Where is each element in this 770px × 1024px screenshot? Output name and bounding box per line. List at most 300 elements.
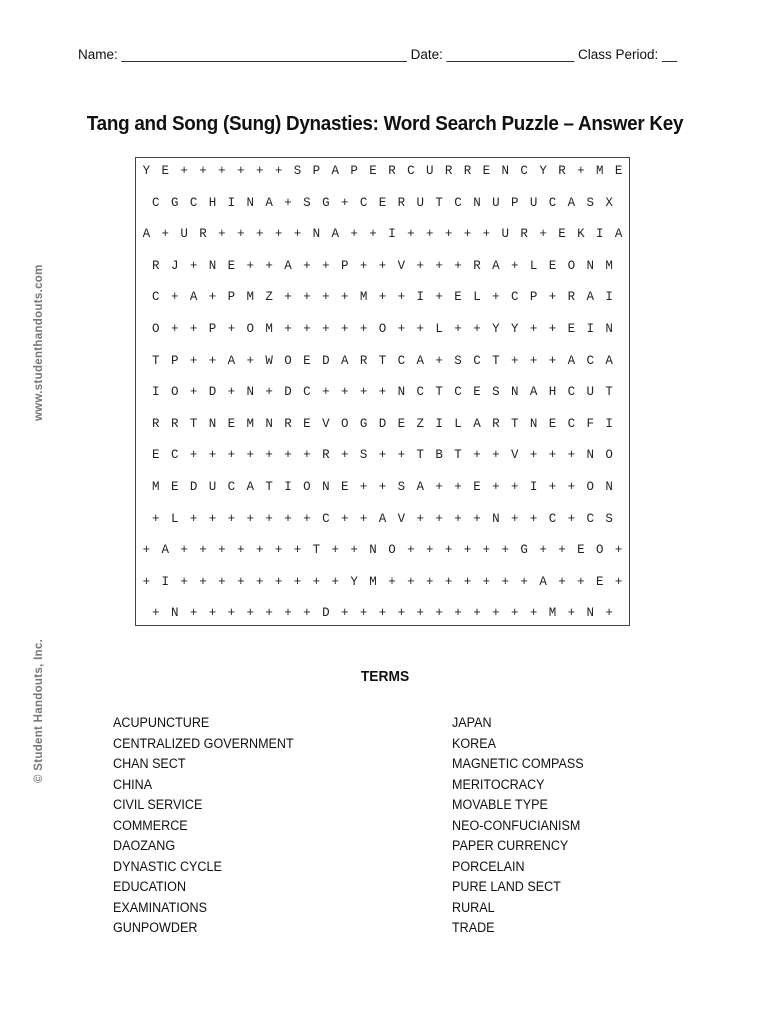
term-item: MOVABLE TYPE <box>452 797 548 812</box>
grid-letter: P <box>510 195 519 210</box>
grid-letter: A <box>265 195 273 210</box>
grid-letter: N <box>170 606 179 621</box>
grid-letter: + <box>558 543 566 558</box>
grid-letter: C <box>567 416 576 431</box>
grid-letter: A <box>567 195 576 210</box>
grid-letter: B <box>435 448 443 463</box>
grid-letter: E <box>227 416 236 431</box>
grid-letter: T <box>416 448 425 463</box>
grid-letter: A <box>473 416 481 431</box>
grid-letter: + <box>189 353 198 368</box>
grid-letter: P <box>170 353 179 368</box>
grid-letter: + <box>322 290 330 305</box>
page-title: Tang and Song (Sung) Dynasties: Word Search Puzzle – Answer Key <box>86 112 684 135</box>
grid-letter: R <box>359 353 368 368</box>
term-item: DYNASTIC CYCLE <box>113 858 222 874</box>
grid-letter: + <box>227 606 236 621</box>
grid-letter: + <box>520 574 528 589</box>
term-item: COMMERCE <box>113 817 188 833</box>
grid-letter: W <box>265 353 273 368</box>
grid-letter: + <box>492 290 500 305</box>
grid-letter: + <box>284 322 292 336</box>
term-item: NEO-CONFUCIANISM <box>452 817 581 833</box>
grid-letter: O <box>303 480 311 494</box>
grid-letter: Y <box>142 164 151 178</box>
grid-letter: C <box>454 195 462 210</box>
grid-letter: + <box>397 606 406 621</box>
grid-letter: A <box>567 353 576 368</box>
grid-letter: + <box>246 448 255 463</box>
grid-letter: E <box>397 416 406 431</box>
grid-letter: R <box>567 290 576 305</box>
grid-letter: L <box>473 290 481 305</box>
grid-letter: O <box>170 385 179 400</box>
grid-letter: R <box>463 164 472 178</box>
grid-letter: I <box>529 480 538 494</box>
grid-letter: P <box>529 290 538 305</box>
grid-letter: S <box>293 164 302 178</box>
grid-row <box>136 259 629 273</box>
grid-letter: M <box>246 416 255 431</box>
grid-letter: R <box>492 416 500 431</box>
grid-row <box>136 575 629 589</box>
grid-letter: E <box>473 480 481 494</box>
grid-letter: + <box>407 574 415 589</box>
grid-letter: + <box>529 448 538 463</box>
grid-letter: + <box>189 258 198 273</box>
grid-letter: + <box>529 606 538 621</box>
grid-letter: D <box>322 353 330 368</box>
grid-letter: C <box>303 385 311 400</box>
grid-letter: E <box>161 164 170 178</box>
grid-letter: + <box>208 606 217 621</box>
grid-letter: + <box>161 227 170 242</box>
grid-letter: + <box>265 258 273 273</box>
grid-letter: R <box>473 258 481 273</box>
grid-letter: + <box>322 322 330 336</box>
grid-letter: D <box>208 385 217 400</box>
grid-letter: A <box>416 353 425 368</box>
grid-letter: + <box>463 574 472 589</box>
grid-letter: + <box>416 511 425 526</box>
grid-letter: + <box>265 511 273 526</box>
grid-letter: A <box>586 290 595 305</box>
grid-letter: + <box>199 574 207 589</box>
grid-letter: + <box>548 480 557 494</box>
grid-letter: + <box>444 574 453 589</box>
grid-letter: E <box>170 480 179 494</box>
grid-letter: I <box>605 290 613 305</box>
grid-row <box>136 606 629 620</box>
grid-letter: M <box>359 290 368 305</box>
grid-letter: + <box>340 385 349 400</box>
grid-letter: + <box>454 322 462 336</box>
grid-letter: + <box>255 574 264 589</box>
grid-letter: E <box>303 353 311 368</box>
grid-letter: C <box>473 353 481 368</box>
grid-letter: E <box>548 258 557 273</box>
grid-letter: + <box>416 322 425 336</box>
grid-letter: + <box>416 258 425 273</box>
grid-letter: + <box>218 543 226 558</box>
grid-letter: + <box>444 543 453 558</box>
term-item: MAGNETIC COMPASS <box>452 756 584 771</box>
grid-letter: + <box>265 448 273 463</box>
grid-letter: E <box>614 164 623 178</box>
grid-letter: + <box>501 543 510 558</box>
grid-letter: + <box>378 290 387 305</box>
grid-letter: N <box>492 511 500 526</box>
grid-letter: + <box>180 164 188 178</box>
grid-letter: + <box>237 164 245 178</box>
grid-letter: A <box>142 227 151 242</box>
grid-row <box>136 164 629 178</box>
grid-letter: L <box>170 511 179 526</box>
grid-letter: + <box>246 353 255 368</box>
term-item: CHINA <box>113 776 153 792</box>
grid-letter: S <box>303 195 311 210</box>
grid-letter: T <box>605 385 613 400</box>
grid-letter: + <box>473 606 481 621</box>
grid-letter: + <box>227 322 236 336</box>
grid-letter: T <box>265 480 273 494</box>
grid-letter: E <box>227 258 236 273</box>
grid-letter: A <box>492 258 500 273</box>
grid-letter: T <box>435 385 443 400</box>
grid-letter: + <box>567 606 576 621</box>
grid-letter: A <box>227 353 236 368</box>
grid-letter: + <box>293 227 302 242</box>
grid-letter: + <box>218 164 226 178</box>
grid-letter: + <box>510 606 519 621</box>
grid-letter: + <box>359 258 368 273</box>
grid-letter: A <box>539 574 547 589</box>
grid-letter: + <box>274 543 283 558</box>
grid-letter: I <box>284 480 292 494</box>
grid-letter: A <box>605 353 613 368</box>
grid-letter: M <box>152 480 160 494</box>
grid-letter: + <box>407 227 415 242</box>
term-item: PAPER CURRENCY <box>452 838 569 853</box>
grid-letter: C <box>567 385 576 400</box>
grid-letter: + <box>539 227 547 242</box>
grid-letter: + <box>218 574 226 589</box>
grid-letter: + <box>454 480 462 494</box>
term-item: EDUCATION <box>113 879 187 894</box>
grid-letter: N <box>586 606 595 621</box>
grid-letter: H <box>548 385 557 400</box>
grid-letter: + <box>170 322 179 336</box>
grid-letter: A <box>529 385 538 400</box>
grid-letter: + <box>180 543 188 558</box>
grid-letter: + <box>142 543 151 558</box>
grid-letter: + <box>454 511 462 526</box>
grid-letter: + <box>255 164 264 178</box>
grid-letter: + <box>397 448 406 463</box>
grid-letter: Y <box>350 574 358 589</box>
grid-letter: M <box>246 290 255 305</box>
grid-letter: + <box>284 195 292 210</box>
grid-letter: + <box>199 164 207 178</box>
grid-letter: N <box>369 543 377 558</box>
grid-letter: A <box>284 258 292 273</box>
term-item: CHAN SECT <box>113 756 186 771</box>
grid-letter: + <box>435 258 443 273</box>
grid-letter: C <box>152 195 160 210</box>
grid-letter: + <box>189 322 198 336</box>
grid-letter: T <box>378 353 387 368</box>
grid-letter: N <box>529 416 538 431</box>
grid-letter: M <box>548 606 557 621</box>
grid-letter: C <box>586 511 595 526</box>
grid-letter: C <box>170 448 179 463</box>
grid-letter: + <box>577 574 585 589</box>
grid-letter: + <box>227 511 236 526</box>
grid-letter: T <box>152 353 160 368</box>
grid-letter: M <box>265 322 273 336</box>
grid-letter: R <box>322 448 330 463</box>
grid-letter: + <box>246 511 255 526</box>
grid-letter: R <box>444 164 453 178</box>
grid-letter: + <box>369 227 377 242</box>
grid-letter: + <box>208 448 217 463</box>
grid-letter: C <box>407 164 415 178</box>
grid-letter: E <box>482 164 491 178</box>
grid-letter: S <box>397 480 406 494</box>
grid-letter: D <box>322 606 330 621</box>
grid-letter: T <box>189 416 198 431</box>
grid-letter: I <box>595 227 604 242</box>
grid-letter: E <box>369 164 377 178</box>
grid-letter: V <box>397 258 406 273</box>
grid-letter: R <box>284 416 292 431</box>
term-item: PORCELAIN <box>452 858 525 874</box>
grid-letter: + <box>284 606 292 621</box>
grid-letter: + <box>529 353 538 368</box>
grid-letter: N <box>322 480 330 494</box>
grid-letter: R <box>170 416 179 431</box>
grid-letter: + <box>189 448 198 463</box>
grid-letter: S <box>454 353 462 368</box>
grid-letter: E <box>595 574 604 589</box>
grid-letter: + <box>482 574 491 589</box>
grid-letter: O <box>595 543 604 558</box>
grid-letter: + <box>284 511 292 526</box>
term-item: ACUPUNCTURE <box>113 715 210 730</box>
grid-letter: U <box>492 195 500 210</box>
grid-letter: + <box>208 511 217 526</box>
grid-letter: I <box>435 416 443 431</box>
grid-letter: + <box>539 543 547 558</box>
grid-letter: C <box>189 195 198 210</box>
grid-letter: P <box>350 164 358 178</box>
grid-letter: + <box>208 290 217 305</box>
grid-letter: + <box>227 385 236 400</box>
grid-letter: + <box>152 511 160 526</box>
grid-letter: R <box>152 258 160 273</box>
grid-row <box>136 196 629 210</box>
grid-letter: N <box>473 195 481 210</box>
grid-row <box>136 290 629 304</box>
grid-letter: + <box>473 448 481 463</box>
term-item: PURE LAND SECT <box>452 879 561 894</box>
grid-letter: A <box>331 227 340 242</box>
grid-letter: O <box>246 322 255 336</box>
grid-letter: P <box>340 258 349 273</box>
grid-letter: + <box>227 448 236 463</box>
grid-letter: + <box>548 322 557 336</box>
grid-letter: C <box>152 290 160 305</box>
grid-letter: + <box>359 322 368 336</box>
website-watermark: www.studenthandouts.com <box>33 264 45 421</box>
grid-letter: + <box>293 574 302 589</box>
grid-letter: G <box>170 195 179 210</box>
grid-letter: N <box>246 385 255 400</box>
grid-letter: O <box>284 353 292 368</box>
grid-letter: R <box>558 164 566 178</box>
grid-letter: S <box>492 385 500 400</box>
grid-letter: + <box>180 574 188 589</box>
grid-letter: + <box>614 574 623 589</box>
grid-letter: L <box>529 258 538 273</box>
grid-letter: + <box>322 258 330 273</box>
grid-letter: + <box>340 511 349 526</box>
grid-letter: H <box>208 195 217 210</box>
grid-letter: + <box>274 574 283 589</box>
grid-letter: V <box>397 511 406 526</box>
grid-letter: E <box>473 385 481 400</box>
grid-letter: C <box>227 480 236 494</box>
grid-letter: Z <box>416 416 425 431</box>
grid-letter: + <box>510 480 519 494</box>
grid-letter: N <box>265 416 273 431</box>
term-item: CIVIL SERVICE <box>113 797 203 812</box>
grid-row <box>136 354 629 368</box>
grid-letter: N <box>312 227 321 242</box>
grid-letter: E <box>548 416 557 431</box>
grid-letter: S <box>605 511 613 526</box>
term-item: MERITOCRACY <box>452 776 545 792</box>
grid-letter: + <box>473 511 481 526</box>
grid-letter: E <box>454 290 462 305</box>
grid-letter: O <box>340 416 349 431</box>
grid-letter: M <box>605 258 613 273</box>
grid-letter: I <box>416 290 425 305</box>
grid-letter: + <box>350 543 358 558</box>
grid-row <box>136 417 629 431</box>
grid-letter: C <box>416 385 425 400</box>
grid-letter: + <box>425 227 434 242</box>
grid-row <box>136 385 629 399</box>
grid-letter: C <box>586 353 595 368</box>
grid-letter: T <box>312 543 321 558</box>
grid-letter: U <box>586 385 595 400</box>
grid-letter: C <box>548 511 557 526</box>
grid-letter: + <box>454 606 462 621</box>
grid-letter: Z <box>265 290 273 305</box>
grid-letter: + <box>142 574 151 589</box>
grid-letter: D <box>284 385 292 400</box>
grid-letter: A <box>161 543 170 558</box>
grid-letter: + <box>378 480 387 494</box>
grid-letter: U <box>501 227 510 242</box>
grid-letter: + <box>322 385 330 400</box>
grid-letter: + <box>303 290 311 305</box>
grid-letter: G <box>322 195 330 210</box>
terms-list-left <box>113 713 307 939</box>
grid-letter: + <box>246 258 255 273</box>
grid-letter: + <box>567 448 576 463</box>
grid-letter: C <box>359 195 368 210</box>
grid-letter: O <box>567 258 576 273</box>
grid-letter: + <box>435 480 443 494</box>
grid-letter: D <box>189 480 198 494</box>
grid-letter: + <box>435 606 443 621</box>
grid-letter: + <box>208 353 217 368</box>
grid-letter: I <box>227 195 236 210</box>
grid-letter: + <box>435 353 443 368</box>
grid-letter: + <box>510 511 519 526</box>
grid-row <box>136 227 629 241</box>
term-item: TRADE <box>452 920 495 935</box>
grid-letter: + <box>529 511 538 526</box>
grid-letter: + <box>303 606 311 621</box>
grid-letter: + <box>265 606 273 621</box>
grid-letter: V <box>322 416 330 431</box>
grid-letter: U <box>180 227 188 242</box>
grid-letter: + <box>463 227 472 242</box>
grid-letter: + <box>340 448 349 463</box>
grid-letter: C <box>397 353 406 368</box>
grid-letter: N <box>208 416 217 431</box>
grid-letter: O <box>586 480 595 494</box>
grid-letter: + <box>378 606 387 621</box>
grid-letter: + <box>463 543 472 558</box>
grid-letter: E <box>378 195 387 210</box>
grid-letter: C <box>548 195 557 210</box>
grid-letter: + <box>359 480 368 494</box>
grid-letter: G <box>520 543 528 558</box>
grid-letter: + <box>416 606 425 621</box>
grid-letter: + <box>293 543 302 558</box>
grid-letter: + <box>473 322 481 336</box>
grid-letter: I <box>586 322 595 336</box>
grid-letter: U <box>416 195 425 210</box>
grid-letter: + <box>199 543 207 558</box>
grid-letter: R <box>199 227 207 242</box>
grid-letter: N <box>397 385 406 400</box>
grid-letter: + <box>510 258 519 273</box>
grid-letter: + <box>548 448 557 463</box>
grid-letter: + <box>340 606 349 621</box>
grid-letter: + <box>303 511 311 526</box>
term-item: GUNPOWDER <box>113 920 198 935</box>
grid-letter: + <box>558 574 566 589</box>
grid-letter: + <box>170 290 179 305</box>
word-search-grid <box>135 157 630 626</box>
grid-letter: S <box>359 448 368 463</box>
grid-letter: J <box>170 258 179 273</box>
grid-row <box>136 448 629 462</box>
grid-letter: + <box>303 258 311 273</box>
grid-letter: + <box>388 574 396 589</box>
grid-letter: + <box>284 290 292 305</box>
grid-letter: R <box>520 227 528 242</box>
grid-row <box>136 543 629 557</box>
grid-letter: N <box>605 480 613 494</box>
grid-letter: + <box>567 511 576 526</box>
grid-letter: + <box>425 543 434 558</box>
